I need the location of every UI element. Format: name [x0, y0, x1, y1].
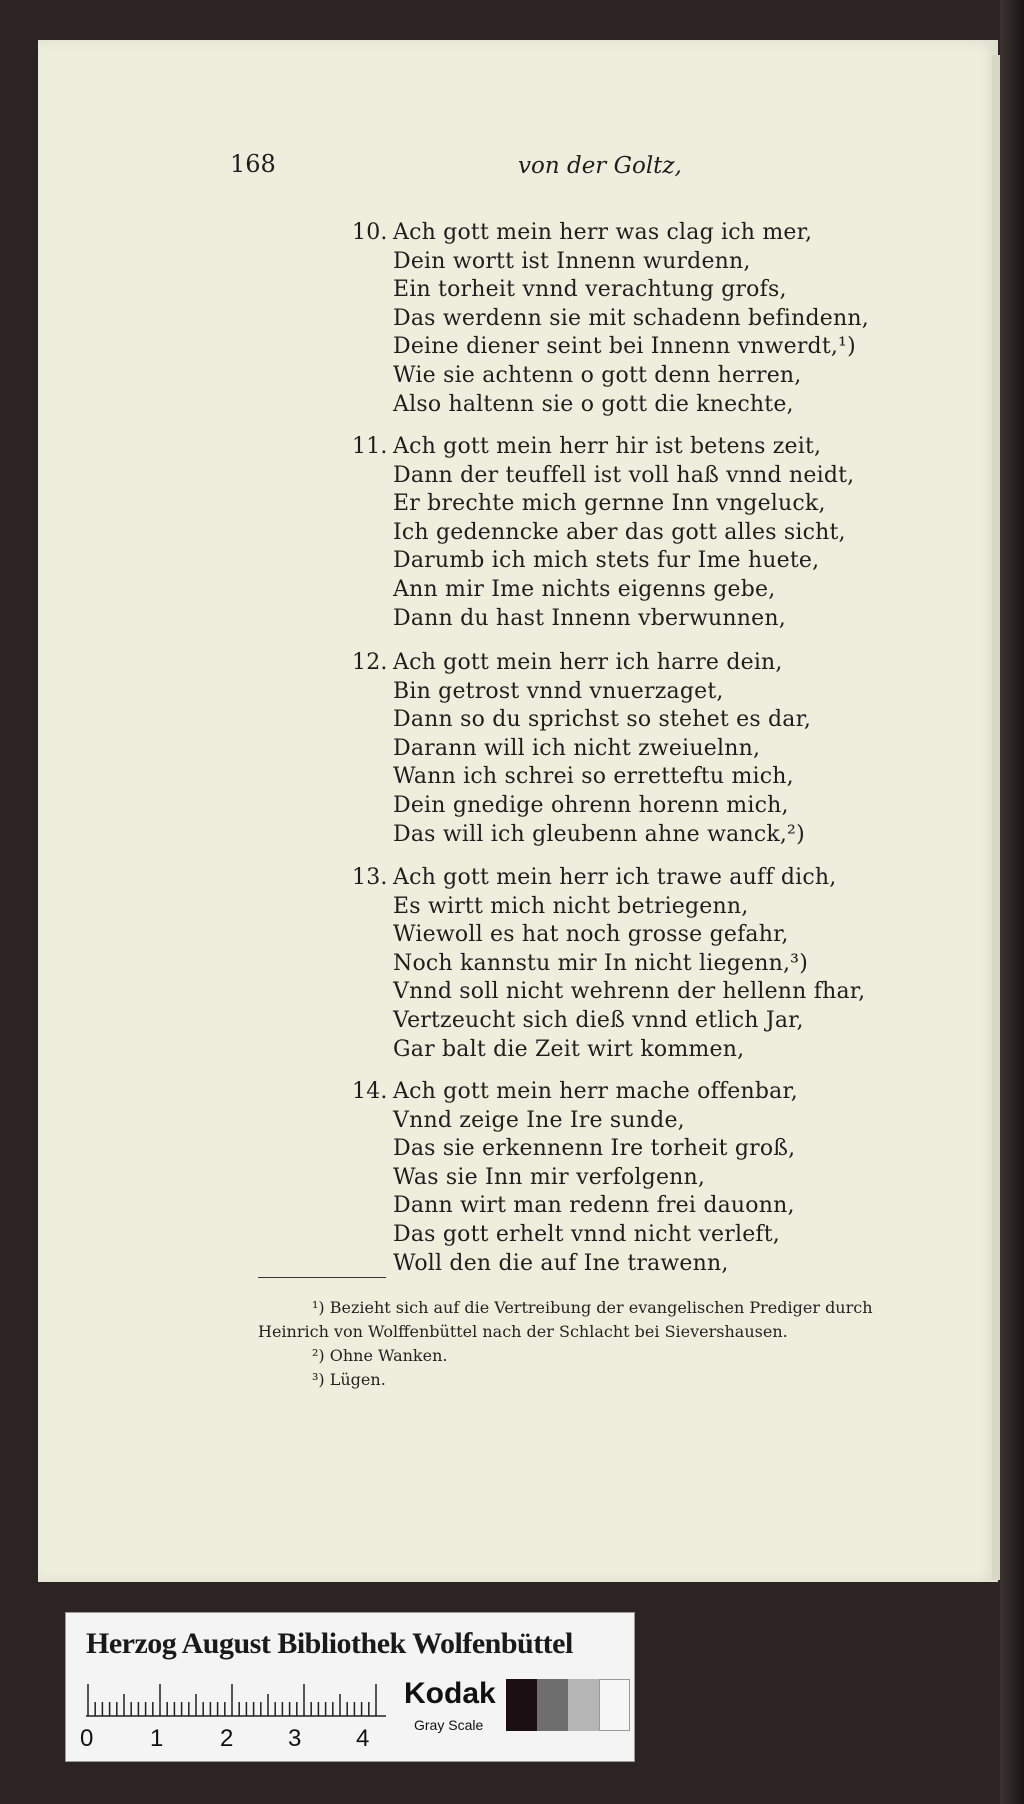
verse-line: Ein torheit vnnd verachtung grofs, — [393, 277, 787, 303]
verse-line: Dann wirt man redenn frei dauonn, — [393, 1193, 795, 1219]
verse-line: Dann du hast Innenn vberwunnen, — [393, 605, 786, 631]
verse-line: 14. Ach gott mein herr mache offenbar, — [352, 1078, 972, 1107]
verse-line: 12. Ach gott mein herr ich harre dein, — [352, 649, 972, 678]
verse-line: Es wirtt mich nicht betriegenn, — [393, 893, 749, 919]
running-title: von der Goltz, — [518, 153, 682, 179]
footnote-1-continued: Heinrich von Wolffenbüttel nach der Schlacht bei Sievershausen. — [258, 1322, 788, 1341]
verse-line: Dann so du sprichst so stehet es dar, — [393, 707, 812, 733]
gray-swatch-light — [568, 1679, 599, 1731]
verse-line: Also haltenn sie o gott die knechte, — [393, 391, 794, 417]
verse-line: Darann will ich nicht zweiuelnn, — [393, 735, 761, 761]
verse-line: 13. Ach gott mein herr ich trawe auff dich, — [352, 864, 972, 893]
stanza-number: 11. — [352, 434, 388, 459]
stanza-10 — [352, 219, 972, 419]
gray-scale-label: Gray Scale — [414, 1717, 484, 1733]
verse-line: Das will ich gleubenn ahne wanck,²) — [393, 821, 805, 847]
stanza-number: 10. — [352, 220, 388, 245]
stanza-14 — [352, 1078, 972, 1278]
verse-line: Vnnd soll nicht wehrenn der hellenn fhar, — [393, 979, 866, 1005]
ruler-number: 3 — [288, 1725, 302, 1752]
page-number: 168 — [230, 150, 276, 178]
footnote-3: ³) Lügen. — [312, 1370, 386, 1389]
book-spine — [1000, 0, 1024, 1804]
verse-line: 11. Ach gott mein herr hir ist betens zeit, — [352, 433, 972, 462]
verse-line: Bin getrost vnnd vnuerzaget, — [393, 678, 724, 704]
stanza-12 — [352, 649, 972, 849]
footnotes — [258, 1296, 918, 1392]
verse-line: Woll den die auf Ine trawenn, — [393, 1250, 729, 1276]
footnote-divider — [258, 1277, 386, 1278]
verse-line: Vnnd zeige Ine Ire sunde, — [393, 1107, 685, 1133]
verse-line: Er brechte mich gernne Inn vngeluck, — [393, 491, 826, 517]
verse-line: Ich gedenncke aber das gott alles sicht, — [393, 519, 846, 545]
stanza-11 — [352, 433, 972, 633]
verse-line: Wann ich schrei so erretteftu mich, — [393, 764, 794, 790]
stanza-number: 12. — [352, 650, 388, 675]
verse-line: Noch kannstu mir In nicht liegenn,³) — [393, 950, 808, 976]
gray-swatch-white — [599, 1679, 630, 1731]
page-edge — [992, 55, 1000, 1580]
kodak-logo: Kodak — [404, 1677, 496, 1710]
gray-swatch-dark — [537, 1679, 568, 1731]
ruler-number: 1 — [150, 1725, 164, 1752]
verse-line: Das sie erkennenn Ire torheit groß, — [393, 1136, 796, 1162]
verse-line: Was sie Inn mir verfolgenn, — [393, 1164, 706, 1190]
ruler-number: 0 — [80, 1725, 94, 1752]
stanza-13 — [352, 864, 972, 1064]
ruler-number: 4 — [356, 1725, 370, 1752]
verse-line: Ann mir Ime nichts eigenns gebe, — [393, 576, 776, 602]
verse-line: Wiewoll es hat noch grosse gefahr, — [393, 922, 789, 948]
gray-swatch-black — [506, 1679, 537, 1731]
footnote-2: ²) Ohne Wanken. — [312, 1346, 448, 1365]
verse-line: Vertzeucht sich dieß vnnd etlich Jar, — [393, 1007, 804, 1033]
color-target — [65, 1612, 635, 1762]
verse-line: Das gott erhelt vnnd nicht verleft, — [393, 1221, 781, 1247]
verse-line: Darumb ich mich stets fur Ime huete, — [393, 548, 820, 574]
ruler-number: 2 — [220, 1725, 234, 1752]
verse-line: 10. Ach gott mein herr was clag ich mer, — [352, 219, 972, 248]
footnote-1: ¹) Bezieht sich auf die Vertreibung der evangelischen Prediger durch — [312, 1298, 873, 1317]
verse-line: Dann der teuffell ist voll haß vnnd neidt, — [393, 462, 855, 488]
library-name: Herzog August Bibliothek Wolfenbüttel — [86, 1627, 573, 1660]
stanza-number: 14. — [352, 1079, 388, 1104]
verse-line: Das werdenn sie mit schadenn befindenn, — [393, 305, 869, 331]
verse-line: Dein wortt ist Innenn wurdenn, — [393, 248, 751, 274]
verse-line: Gar balt die Zeit wirt kommen, — [393, 1036, 745, 1062]
stanza-number: 13. — [352, 865, 388, 890]
verse-line: Dein gnedige ohrenn horenn mich, — [393, 792, 789, 818]
ruler-scale — [86, 1683, 386, 1717]
verse-line: Wie sie achtenn o gott denn herren, — [393, 362, 802, 388]
verse-line: Deine diener seint bei Innenn vnwerdt,¹) — [393, 334, 856, 360]
